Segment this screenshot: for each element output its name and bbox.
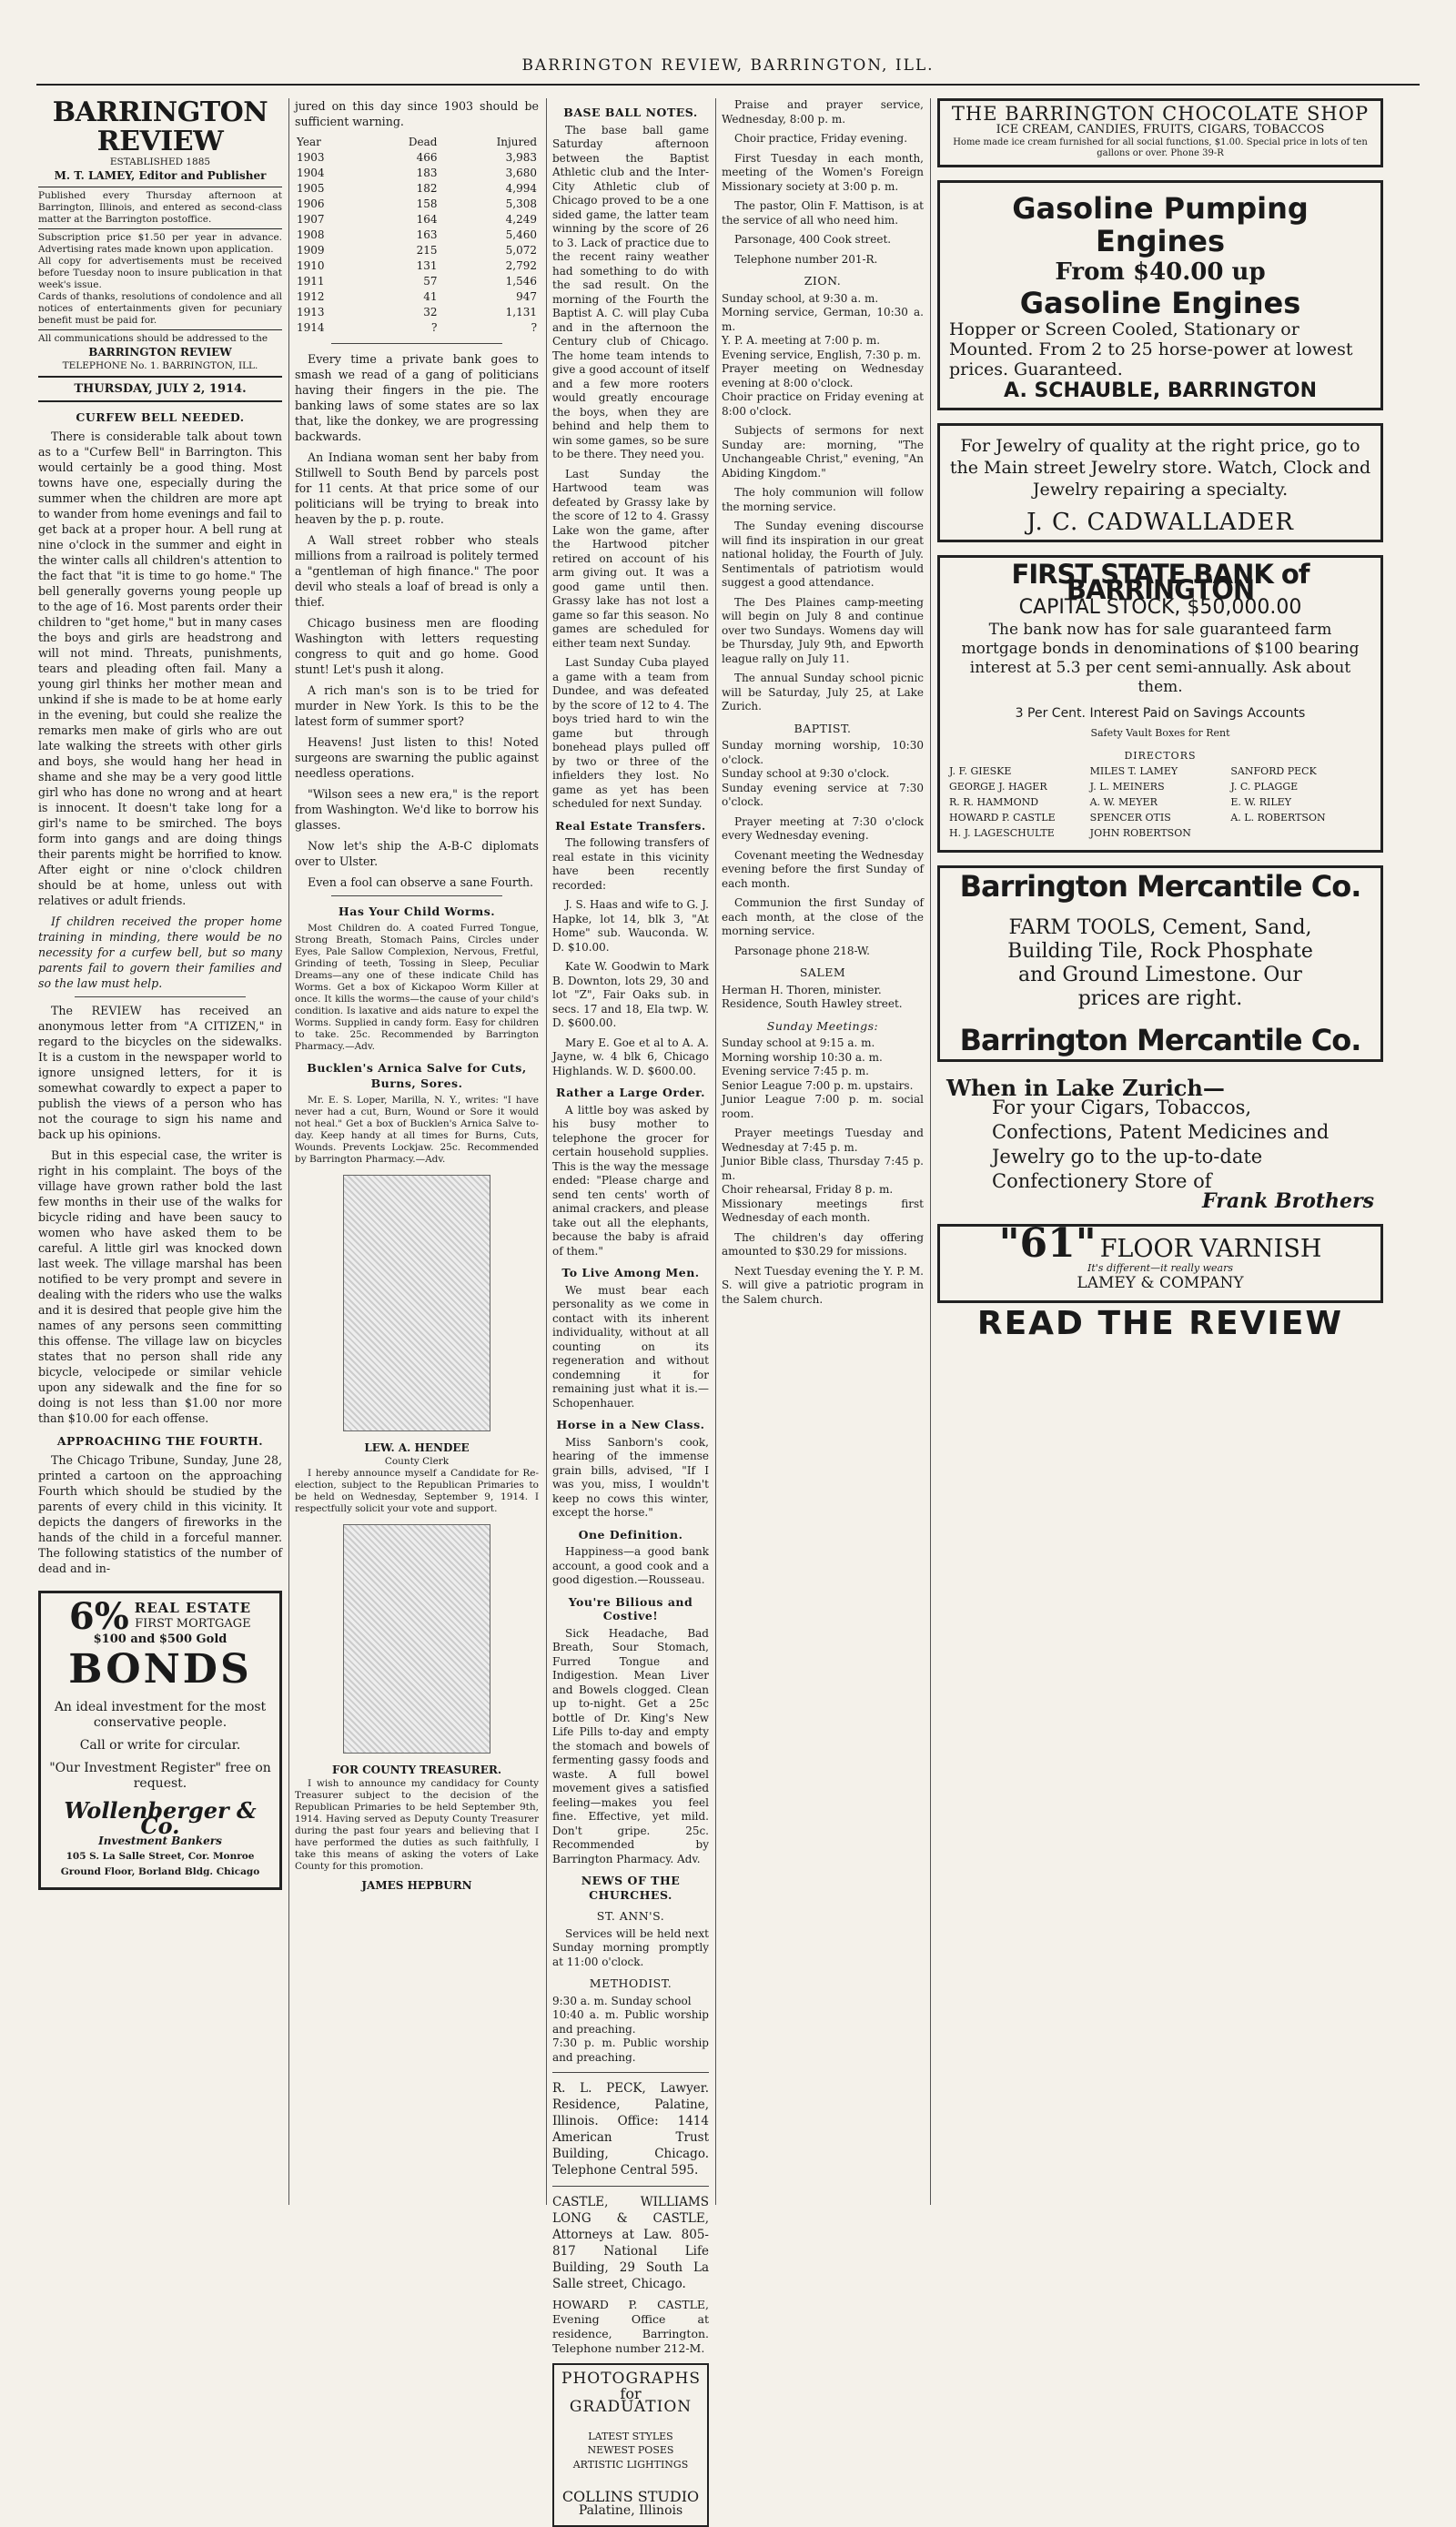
article-paragraph: Next Tuesday evening the Y. P. M. S. will give a patriotic program in the Salem church.	[722, 1264, 924, 1306]
director-name: J. C. PLAGGE	[1230, 781, 1299, 793]
article-paragraph: Prayer meetings Tuesday and Wednesday at 7:45 p. m. Junior Bible class, Thursday 7:45 p. m. Choir rehearsal, Friday 8 p. m. Missionary meetings first Wednesday of each month.	[722, 1127, 924, 1224]
directors-row	[949, 794, 1371, 810]
director-name: HOWARD P. CASTLE	[949, 812, 1056, 824]
table-row	[295, 227, 539, 243]
article-paragraph: Happiness—a good bank account, a good cook and a good digestion.—Rousseau.	[552, 1545, 709, 1586]
table-cell: 466	[416, 151, 438, 164]
photo-ad-line: for	[620, 2384, 642, 2402]
masthead-copy: All copy for advertisements must be received before Tuesday noon to insure publication in that week's issue.	[38, 256, 282, 290]
article-headline: Rather a Large Order.	[556, 1086, 705, 1099]
business-card: HOWARD P. CASTLE, Evening Office at residence, Barrington. Telephone number 212-M.	[552, 2298, 709, 2355]
church-name: ZION.	[804, 274, 842, 288]
bonds-firm-sub: Investment Bankers	[98, 1835, 222, 1847]
ad-headline: Bucklen's Arnica Salve for Cuts, Burns, Sores.	[307, 1061, 527, 1090]
table-cell: ?	[531, 321, 537, 334]
ad-paragraph: Mr. E. S. Loper, Marilla, N. Y., writes: "I have never had a cut, Burn, Wound or Sore it would not heal." Get a box of Bucklen's Arnica Salve to-day. Keep handy at all times for Burns, Cuts, Wounds. Prevents Lockjaw. 25c. Recommended by Barrington Pharmacy.—Adv.	[295, 1095, 539, 1165]
article-paragraph: Herman H. Thoren, minister. Residence, South Hawley street.	[722, 983, 903, 1010]
article-paragraph: "Wilson sees a new era," is the report from Washington. We'd like to borrow his glasses.	[295, 787, 539, 832]
article-paragraph: A rich man's son is to be tried for murder in New York. Is this to be the latest form of summer sport?	[295, 683, 539, 728]
running-header: BARRINGTON REVIEW, BARRINGTON, ILL.	[521, 56, 935, 75]
church-name: ST. ANN'S.	[596, 1909, 665, 1923]
table-cell: 1907	[297, 213, 325, 226]
masthead-communications: All communications should be addressed to the	[38, 333, 268, 344]
article-paragraph: The annual Sunday school picnic will be Saturday, July 25, at Lake Zurich.	[722, 672, 924, 713]
director-name: J. F. GIESKE	[949, 765, 1012, 777]
article-paragraph: The holy communion will follow the morning service.	[722, 486, 924, 513]
director-name: A. W. MEYER	[1089, 796, 1158, 808]
ad-line: The bank now has for sale guaranteed farm mortgage bonds in denominations of $100 bearing interest at 5.3 per cent semi-annually. Ask about them.	[961, 621, 1360, 696]
table-row	[295, 320, 539, 336]
read-the-review-ad: READ THE REVIEW	[976, 1305, 1344, 1342]
ad-headline: Has Your Child Worms.	[338, 905, 496, 918]
column-rule	[288, 98, 289, 2205]
table-cell: 4,994	[505, 182, 537, 195]
article-paragraph: Sunday school at 9:15 a. m. Morning worship 10:30 a. m. Evening service 7:45 p. m. Senior League 7:00 p. m. upstairs. Junior League 7:00 p. m. social room.	[722, 1036, 924, 1120]
sub-headline: Sunday Meetings:	[766, 1018, 879, 1033]
directors-row	[949, 825, 1371, 841]
director-name: SPENCER OTIS	[1089, 812, 1171, 824]
lake-zurich-ad	[937, 1075, 1383, 1215]
masthead-title: BARRINGTON REVIEW	[52, 96, 268, 157]
article-headline: To Live Among Men.	[561, 1266, 700, 1279]
table-row	[295, 135, 539, 150]
header-rule	[36, 84, 1420, 86]
masthead-editor: M. T. LAMEY, Editor and Publisher	[54, 169, 267, 182]
article-headline: You're Bilious and Costive!	[568, 1594, 693, 1622]
ad-line: Home made ice cream furnished for all social functions, $1.00. Special price in lots of ten gallons or over. Phone 39-R	[953, 137, 1368, 158]
bonds-line5: An ideal investment for the most conservative people.	[54, 1700, 267, 1730]
article-paragraph: Miss Sanborn's cook, hearing of the immense grain bills, advised, "If I was you, miss, I wouldn't keep no cows this winter, except the horse."	[552, 1435, 709, 1519]
directors-row	[949, 810, 1371, 825]
table-cell: 5,460	[505, 228, 537, 241]
article-paragraph: Sunday school, at 9:30 a. m. Morning service, German, 10:30 a. m. Y. P. A. meeting at 7:00 p. m. Evening service, English, 7:30 p. m. Prayer meeting on Wednesday evening at 8:00 o'clock. Choir practice on Friday evening at 8:00 o'clock.	[722, 291, 924, 418]
portrait-hendee	[343, 1175, 490, 1431]
directors-list	[949, 763, 1371, 841]
business-card: R. L. PECK, Lawyer. Residence, Palatine, Illinois. Office: 1414 American Trust Building, Chicago. Telephone Central 595.	[552, 2081, 709, 2178]
article-paragraph: Parsonage phone 218-W.	[734, 944, 870, 957]
article-paragraph: Heavens! Just listen to this! Noted surgeons are swarning the public against needless operations.	[295, 735, 539, 780]
ad-line: Safety Vault Boxes for Rent	[1090, 727, 1230, 739]
chocolate-shop-ad	[937, 98, 1383, 167]
portrait-hepburn	[343, 1524, 490, 1754]
article-paragraph: There is considerable talk about town as to a "Curfew Bell" in Barrington. This would certainly be a good thing. Most towns have one, especially during the summer when the children are more apt to wander from home evenings and fail to get back at a proper hour. A bell rung at nine o'clock in the summer and eight in the winter calls all children's attention to the fact that "it is time to go home." The bell generally governs young people up to the age of 16. Most parents order their children to "get home," but in many cases the boys and girls are headstrong and will not mind. Threats, punishments, tears and pleading often fail. Many a young girl thinks her mother mean and unkind if she is made to be at home early in the evening, but could she realize the remarks men make of girls who are out late walking the streets with other girls and boys, she would hang her head in shame and she may be a very good little girl who has done no wrong and at heart is innocent. It doesn't take long for a girl's name to be smirched. The boys form into gangs and are doing things their parents might be horrified to know. After eight or nine o'clock children should be at home, unless out with relatives or adult friends.	[38, 430, 282, 907]
jewelry-ad	[937, 423, 1383, 542]
table-cell: 1912	[297, 290, 325, 303]
article-headline: BASE BALL NOTES.	[563, 106, 698, 119]
article-paragraph: Kate W. Goodwin to Mark B. Downton, lots 29, 30 and lot "Z", Fair Oaks sub. in secs. 17 and 18, Ela twp. W. D. $600.00.	[552, 960, 709, 1029]
table-row	[295, 289, 539, 305]
director-name: E. W. RILEY	[1230, 796, 1291, 808]
table-cell: 1,131	[505, 306, 537, 318]
column-2	[295, 98, 539, 2205]
table-cell: 1914	[297, 321, 325, 334]
ad-line: When in Lake Zurich—	[946, 1075, 1225, 1101]
article-paragraph: The REVIEW has received an anonymous letter from "A CITIZEN," in regard to the bicycles on the sidewalks. It is a custom in the newspaper world to ignore unsigned letters, for it is somewhat cowardly to expect a paper to publish the views of a person who has not the courage to sign his name and back up his opinions.	[38, 1004, 282, 1141]
article-paragraph: The children's day offering amounted to $30.29 for missions.	[722, 1230, 924, 1258]
photo-ad-line: NEWEST POSES	[587, 2444, 674, 2456]
article-paragraph: jured on this day since 1903 should be sufficient warning.	[295, 99, 539, 128]
ad-line: Barrington Mercantile Co.	[959, 869, 1361, 904]
bonds-line2: FIRST MORTGAGE	[135, 1617, 251, 1631]
caption-title: FOR COUNTY TREASURER.	[332, 1764, 501, 1776]
ad-line: Barrington Mercantile Co.	[959, 1023, 1361, 1057]
table-cell: Year	[297, 136, 321, 148]
bonds-line3: $100 and $500 Gold	[93, 1632, 228, 1646]
director-name: H. J. LAGESCHULTE	[949, 827, 1055, 839]
column-rule	[546, 98, 547, 2205]
article-paragraph: But in this especial case, the writer is right in his complaint. The boys of the village have grown rather bold the last few months in their use of the walks for bicycle riding and have been saucy to women who have asked them to be careful. A little girl was knocked down last week. The village marshal has been notified to be very prompt and severe in dealing with the riders who use the walks and it is desired that people give him the names of any persons seen committing this offense. The village law on bicycles states that no person shall ride any bicycle, velocipede or similar vehicle upon any sidewalk and the fine for so doing is not less than $1.00 nor more than $10.00 for each offense.	[38, 1148, 282, 1425]
director-name: A. L. ROBERTSON	[1230, 812, 1326, 824]
article-paragraph: 9:30 a. m. Sunday school 10:40 a. m. Public worship and preaching. 7:30 p. m. Public worship and preaching.	[552, 1994, 709, 2064]
article-headline: CURFEW BELL NEEDED.	[76, 410, 245, 424]
article-paragraph: First Tuesday in each month, meeting of the Women's Foreign Missionary society at 3:00 p. m.	[722, 151, 924, 193]
ad-line: "61"	[998, 1220, 1097, 1267]
section-headline: NEWS OF THE CHURCHES.	[581, 1874, 681, 1902]
mercantile-ad	[937, 865, 1383, 1062]
column-3	[552, 98, 709, 2518]
ad-line: For Jewelry of quality at the right price, go to the Main street Jewelry store. Watch, Clock and Jewelry repairing a specialty.	[949, 436, 1371, 500]
article-paragraph: Choir practice, Friday evening.	[734, 132, 908, 145]
article-paragraph: Chicago business men are flooding Washington with letters requesting congress to quit and go home. Good stunt! Let's push it along.	[295, 616, 539, 676]
masthead-cards: Cards of thanks, resolutions of condolence and all notices of entertainments given for pecuniary benefit must be paid for.	[38, 291, 282, 326]
article-paragraph: The following transfers of real estate in this vicinity have been recently recorded:	[552, 836, 709, 892]
ad-line: DIRECTORS	[1124, 750, 1197, 762]
table-cell: 5,308	[505, 197, 537, 210]
article-headline: Horse in a New Class.	[556, 1418, 705, 1431]
table-cell: 1903	[297, 151, 325, 164]
table-cell: 3,983	[505, 151, 537, 164]
table-cell: 131	[416, 259, 438, 272]
gasoline-engines-ad	[937, 180, 1383, 410]
masthead-telephone: TELEPHONE No. 1. BARRINGTON, ILL.	[62, 360, 258, 371]
column-1	[38, 98, 282, 2205]
caption-name: JAMES HEPBURN	[361, 1879, 472, 1892]
table-row	[295, 305, 539, 320]
column-4	[722, 98, 924, 2205]
varnish-ad	[937, 1220, 1383, 1303]
fireworks-table	[295, 135, 539, 336]
ad-line: CAPITAL STOCK, $50,000.00	[1018, 596, 1302, 619]
table-cell: 2,792	[505, 259, 537, 272]
director-name: JOHN ROBERTSON	[1089, 827, 1191, 839]
church-name: BAPTIST.	[794, 721, 852, 735]
article-paragraph: The base ball game Saturday afternoon between the Baptist Athletic club and the Inter-City Athletic club of Chicago proved to be a one sided game, the latter team winning by the score of 26 to 3. Lack of practice due to the recent rainy weather had something to do with the sad result. On the morning of the Fourth the Baptist A. C. will play Cuba and in the afternoon the Century club of Chicago. The home team intends to give a good account of itself and a few more rooters would greatly encourage the boys, when they are behind and help them to win some games, so be sure to be there. They need you.	[552, 123, 709, 460]
ad-line: THE BARRINGTON CHOCOLATE SHOP	[951, 103, 1370, 125]
bonds-addr1: 105 S. La Salle Street, Cor. Monroe	[66, 1851, 255, 1862]
table-cell: 1908	[297, 228, 325, 241]
director-name: J. L. MEINERS	[1089, 781, 1165, 793]
caption-text: I hereby announce myself a Candidate for Re-election, subject to the Republican Primaries to be held on Wednesday, September 9, 1914. I respectfully solicit your vote and support.	[295, 1468, 539, 1514]
table-cell: 1906	[297, 197, 325, 210]
article-paragraph: Mary E. Goe et al to A. A. Jayne, w. 4 blk 6, Chicago Highlands. W. D. $600.00.	[552, 1036, 709, 1077]
table-row	[295, 212, 539, 227]
photo-ad-line: LATEST STYLES	[588, 2430, 673, 2442]
table-row	[295, 150, 539, 166]
photo-ad-line: COLLINS STUDIO	[561, 2488, 700, 2505]
table-cell: 32	[423, 306, 438, 318]
table-cell: 163	[416, 228, 438, 241]
bonds-line6: Call or write for circular.	[79, 1738, 241, 1753]
table-cell: 1905	[297, 182, 325, 195]
bonds-addr2: Ground Floor, Borland Bldg. Chicago	[60, 1866, 260, 1877]
photo-ad	[552, 2363, 709, 2527]
director-name: MILES T. LAMEY	[1089, 765, 1178, 777]
directors-row	[949, 779, 1371, 794]
article-paragraph: Telephone number 201-R.	[734, 252, 878, 266]
ad-line: LAMEY & COMPANY	[1077, 1274, 1244, 1292]
table-cell: 1,546	[505, 275, 537, 288]
bonds-line4: BONDS	[68, 1646, 252, 1693]
article-paragraph: Prayer meeting at 7:30 o'clock every Wednesday evening.	[722, 814, 924, 842]
bank-ad	[937, 555, 1383, 853]
masthead-published: Published every Thursday afternoon at Barrington, Illinois, and entered as second-class matter at the Barrington postoffice.	[38, 190, 282, 225]
director-name	[1230, 825, 1371, 841]
director-name: GEORGE J. HAGER	[949, 781, 1047, 793]
table-cell: ?	[431, 321, 438, 334]
table-cell: 215	[416, 244, 438, 257]
article-paragraph: J. S. Haas and wife to G. J. Hapke, lot 14, blk 3, "At Home" sub. Wauconda. W. D. $10.00.	[552, 898, 709, 954]
table-cell: 1904	[297, 167, 325, 179]
business-card: CASTLE, WILLIAMS LONG & CASTLE, Attorneys at Law. 805-817 National Life Building, 29 South La Salle street, Chicago.	[552, 2195, 709, 2291]
photo-ad-line: PHOTOGRAPHS	[561, 2370, 702, 2388]
table-cell: 164	[416, 213, 438, 226]
table-cell: 57	[423, 275, 438, 288]
article-paragraph: Even a fool can observe a sane Fourth.	[308, 875, 534, 889]
article-headline: APPROACHING THE FOURTH.	[56, 1434, 264, 1448]
caption-text: I wish to announce my candidacy for County Treasurer subject to the decision of the Republican Primaries to be held September 9th, 1914. Having served as Deputy County Treasurer during the past four years and believing that I have performed the duties as such faithfully, I take this means of asking the voters of Lake County for this promotion.	[295, 1778, 539, 1872]
ad-line: For your Cigars, Tobaccos, Confections, Patent Medicines and Jewelry go to the up-to-date Confectionery Store of	[992, 1097, 1330, 1192]
table-cell: 3,680	[505, 167, 537, 179]
article-paragraph: Subjects of sermons for next Sunday are: morning, "The Unchangeable Christ," evening, "An Abiding Kingdom."	[722, 424, 924, 480]
article-headline: Real Estate Transfers.	[555, 818, 706, 833]
photo-ad-line: Palatine, Illinois	[578, 2502, 683, 2518]
article-paragraph: Parsonage, 400 Cook street.	[734, 233, 892, 246]
ad-line: 3 Per Cent. Interest Paid on Savings Accounts	[1015, 706, 1306, 721]
article-paragraph: We must bear each personality as we come in contact with its inherent individuality, without at all counting on its regeneration and without condemning it for remaining just what it is.—Schopenhauer.	[552, 1283, 709, 1410]
ad-line: From $40.00 up	[1055, 258, 1266, 286]
ad-line: It's different—it really wears	[1087, 1262, 1233, 1274]
table-cell: 5,072	[505, 244, 537, 257]
article-headline: One Definition.	[578, 1527, 683, 1541]
bonds-ad	[38, 1591, 282, 1890]
ad-line: Gasoline Engines	[1019, 286, 1301, 320]
photo-ad-line: GRADUATION	[569, 2398, 693, 2416]
article-paragraph: Covenant meeting the Wednesday evening before the first Sunday of each month.	[722, 848, 924, 890]
article-paragraph: Praise and prayer service, Wednesday, 8:00 p. m.	[722, 98, 924, 126]
masthead-address: BARRINGTON REVIEW	[88, 346, 232, 359]
article-paragraph: An Indiana woman sent her baby from Stillwell to South Bend by parcels post for 11 cents. At that price some of our politicians will be trying to break into heaven by the p. p. route.	[295, 450, 539, 526]
church-name: METHODIST.	[589, 1976, 672, 1990]
ad-line: Gasoline Pumping Engines	[1012, 191, 1309, 258]
article-paragraph: Sunday morning worship, 10:30 o'clock. Sunday school at 9:30 o'clock. Sunday evening service at 7:30 o'clock.	[722, 739, 924, 808]
ad-line: ICE CREAM, CANDIES, FRUITS, CIGARS, TOBACCOS	[996, 123, 1325, 136]
column-rule	[930, 98, 931, 2205]
table-cell: Dead	[408, 136, 438, 148]
table-cell: 158	[416, 197, 438, 210]
table-cell: 1910	[297, 259, 325, 272]
table-row	[295, 274, 539, 289]
article-paragraph: A little boy was asked by his busy mother to telephone the grocer for certain household supplies. This is the way the message ended: "Please charge and send ten cents' worth of animal crackers, and please take out all the elephants, because the baby is afraid of them."	[552, 1103, 709, 1258]
article-paragraph: Sick Headache, Bad Breath, Sour Stomach, Furred Tongue and Indigestion. Mean Liver and Bowels clogged. Clean up to-night. Get a 25c bottle of Dr. King's New Life Pills to-day and empty the stomach and bowels of fermenting gassy foods and waste. A full bowel movement gives a satisfied feeling—makes you feel fine. Effective, yet mild. Don't gripe. 25c. Recommended by Barrington Pharmacy. Adv.	[552, 1626, 709, 1865]
issue-date: THURSDAY, JULY 2, 1914.	[74, 382, 247, 396]
table-row	[295, 243, 539, 258]
article-paragraph: Last Sunday the Hartwood team was defeated by Grassy lake by the score of 12 to 4. Grassy Lake won the game, after the Hartwood pitcher retired on account of his arm giving out. It was a good game until then. Grassy lake has not lost a game so far this season. No games are scheduled for either team next Sunday.	[552, 467, 709, 650]
article-paragraph: Last Sunday Cuba played a game with a team from Dundee, and was defeated by the score of 12 to 4. The boys tried hard to win the game but through bonehead plays pulled off by two or three of the infielders they lost. No game as yet has been scheduled for next Sunday.	[552, 656, 709, 810]
masthead-subscription: Subscription price $1.50 per year in advance. Advertising rates made known upon application.	[38, 232, 282, 255]
article-paragraph: A Wall street robber who steals millions from a railroad is politely termed a "gentleman of high finance." The poor devil who steals a loaf of bread is only a thief.	[295, 533, 539, 609]
bonds-line1: REAL ESTATE	[134, 1600, 252, 1616]
caption-title: County Clerk	[384, 1456, 450, 1467]
table-row	[295, 258, 539, 274]
ad-line: Frank Brothers	[1202, 1189, 1374, 1213]
article-paragraph: Every time a private bank goes to smash we read of a gang of politicians having their fingers in the pie. The banking laws of some states are so lax that, like the donkey, we are progressing backwards.	[295, 352, 539, 443]
article-paragraph: The Des Plaines camp-meeting will begin on July 8 and continue over two Sundays. Womens day will be Thursday, July 9th, and Epworth league rally on July 11.	[722, 595, 924, 665]
table-row	[295, 166, 539, 181]
table-cell: Injured	[496, 136, 537, 148]
directors-row	[949, 763, 1371, 779]
article-paragraph: The Sunday evening discourse will find its inspiration in our great national holiday, the Fourth of July. Sentimentals of patriotism would suggest a good attendance.	[722, 520, 924, 589]
table-cell: 182	[416, 182, 438, 195]
article-paragraph: Now let's ship the A-B-C diplomats over to Ulster.	[295, 839, 539, 868]
ad-line: FARM TOOLS, Cement, Sand, Building Tile, Rock Phosphate and Ground Limestone. Our prices are right.	[1007, 916, 1313, 1010]
bonds-line7: "Our Investment Register" free on request.	[49, 1761, 271, 1791]
table-row	[295, 181, 539, 197]
photo-ad-line: ARTISTIC LIGHTINGS	[572, 2458, 689, 2471]
ad-line: A. SCHAUBLE, BARRINGTON	[1004, 379, 1317, 402]
column-5	[937, 98, 1383, 2205]
table-cell: 947	[516, 290, 537, 303]
article-paragraph: The pastor, Olin F. Mattison, is at the service of all who need him.	[722, 199, 924, 227]
bonds-firm: Wollenberger & Co.	[64, 1797, 257, 1839]
article-paragraph: If children received the proper home training in minding, there would be no necessity for a curfew bell, but so many parents fail to govern their families and so the law must help.	[38, 915, 282, 990]
ad-line: FLOOR VARNISH	[1099, 1235, 1322, 1263]
table-cell: 4,249	[505, 213, 537, 226]
ad-line: J. C. CADWALLADER	[1026, 509, 1294, 536]
caption-name: LEW. A. HENDEE	[364, 1441, 470, 1454]
column-rule	[715, 98, 716, 2205]
ad-line: Hopper or Screen Cooled, Stationary or Mounted. From 2 to 25 horse-power at lowest prices. Guaranteed.	[949, 319, 1353, 379]
church-name: SALEM	[799, 965, 846, 979]
masthead-established: ESTABLISHED 1885	[109, 157, 211, 167]
table-cell: 1909	[297, 244, 325, 257]
article-paragraph: Communion the first Sunday of each month, at the close of the morning service.	[722, 896, 924, 937]
table-cell: 41	[423, 290, 438, 303]
table-row	[295, 197, 539, 212]
director-name: R. R. HAMMOND	[949, 796, 1039, 808]
director-name: SANFORD PECK	[1230, 765, 1317, 777]
article-paragraph: Services will be held next Sunday morning promptly at 11:00 o'clock.	[552, 1926, 709, 1968]
article-paragraph: The Chicago Tribune, Sunday, June 28, printed a cartoon on the approaching Fourth which should be studied by the parents of every child in this vicinity. It depicts the dangers of fireworks in the hands of the child in a forceful manner. The following statistics of the number of dead and in-	[38, 1453, 282, 1575]
ad-paragraph: Most Children do. A coated Furred Tongue, Strong Breath, Stomach Pains, Circles under Eyes, Pale Sallow Complexion, Nervous, Fretful, Grinding of teeth, Tossing in Sleep, Peculiar Dreams—any one of these indicate Child has Worms. Get a box of Kickapoo Worm Killer at once. It kills the worms—the cause of your child's condition. Is laxative and aids nature to expel the Worms. Supplied in candy form. Easy for children to take. 25c. Recommended by Barrington Pharmacy.—Adv.	[295, 923, 539, 1052]
bonds-rate: 6%	[68, 1594, 129, 1638]
ad-line: FIRST STATE BANK of BARRINGTON	[1011, 559, 1309, 605]
table-cell: 183	[416, 167, 438, 179]
table-cell: 1911	[297, 275, 325, 288]
table-cell: 1913	[297, 306, 325, 318]
